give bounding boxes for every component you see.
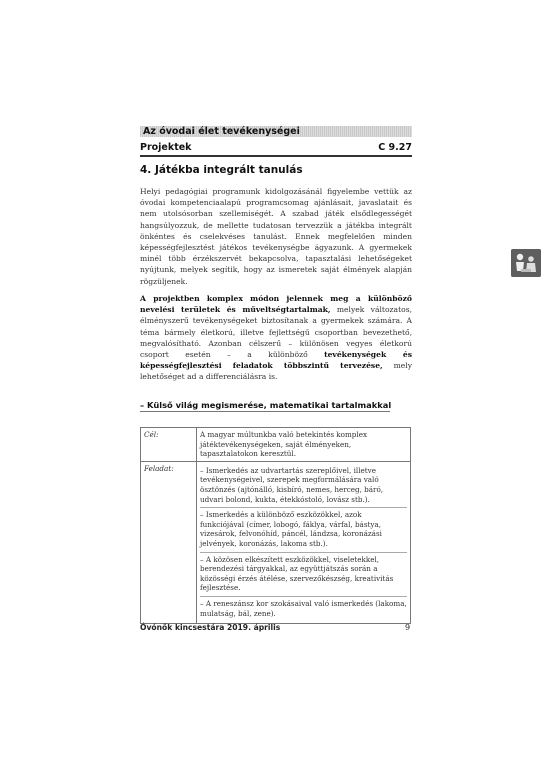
footer-publication: Óvónők kincsestára 2019. április [140, 623, 281, 632]
tasks-label: Feladat: [141, 461, 197, 623]
paragraph-2-lead: A projektben komplex módon jelennek meg a különböző nevelési területek és műveltségtartalmak, [140, 294, 412, 315]
table-row [141, 461, 411, 623]
paragraph-2-rest: melyek változatos, élményszerű tevékenységeket biztosítanak a gyermekek számára. A téma bármely életkorú, illetve fejlettségű csoportban bevezethető, megvalósítható. Azonban célszerű – különösen vegyes életkorú csoport esetén – a különböző [140, 305, 412, 360]
header-rule [140, 155, 412, 157]
goal-text: A magyar múltunkba való betekintés komplex játéktevékenységeken, saját élményeken, tapasztalatokon keresztül. [197, 428, 411, 462]
paragraph-1: Helyi pedagógiai programunk kidolgozásánál figyelembe vettük az óvodai kompetenciaalapú programcsomag ajánlásait, javaslatait és nem utolsósorban szellemiségét. A szabad játék elsődlegességét hangsúlyozzuk, de mellette tudatosan tervezzük a játékba integrált önkéntes és cselekvéses tanulást. Ennek megfelelően minden képességfejlesztést játékos tevékenységbe ágyazunk. A gyermekek minél több érzékszervét bekapcsolva, tapasztalási lehetőségeket nyújtunk, melyek segítik, hogy az ismeretek saját élmények alapján rögzüljenek. [140, 187, 412, 286]
goals-tasks-table [140, 427, 411, 624]
subheading: – Külső világ megismerése, matematikai tartalmakkal [140, 400, 392, 410]
paragraph-2 [140, 293, 412, 383]
goal-label: Cél: [141, 428, 197, 462]
section-heading: 4. Játékba integrált tanulás [140, 164, 303, 176]
header-category: Az óvodai élet tevékenységei [143, 126, 300, 137]
footer-page-number: 9 [405, 623, 411, 632]
task-item: – A reneszánsz kor szokásaival való ismerkedés (lakoma, mulatság, bál, zene). [200, 598, 407, 618]
header-subline [140, 142, 412, 153]
subheading-rule [140, 411, 390, 412]
task-item: – Ismerkedés a különböző eszközökkel, azok funkciójával (címer, lobogó, fáklya, várfal, bástya, vizesárok, felvonóhíd, páncél, lándzsa, koronázási jelvények, koronázás, lakoma stb.). [200, 508, 407, 552]
paragraph-2-end: mely lehetőséget ad a differenciálásra is. [140, 361, 412, 382]
children-playing-icon [511, 249, 541, 277]
tasks-cell [197, 461, 411, 623]
paragraph-2-bold: tevékenységek és képességfejlesztési feladatok többszintű tervezése, [140, 350, 412, 371]
task-item: – Ismerkedés az udvartartás szereplőivel, illetve tevékenységeivel, szerepek megformálására való ösztönzés (ajtónálló, kisbíró, nemes, herceg, báró, udvari bolond, kukta, étekkóstoló, lovász stb.). [200, 464, 407, 508]
table-row [141, 428, 411, 462]
header-code: C 9.27 [378, 142, 412, 153]
task-item: – A közösen elkészített eszközökkel, viseletekkel, berendezési tárgyakkal, az együttjátszás során a közösségi érzés átélése, szervezőkészség, kreativitás fejlesztése. [200, 553, 407, 597]
header-section: Projektek [140, 142, 192, 153]
